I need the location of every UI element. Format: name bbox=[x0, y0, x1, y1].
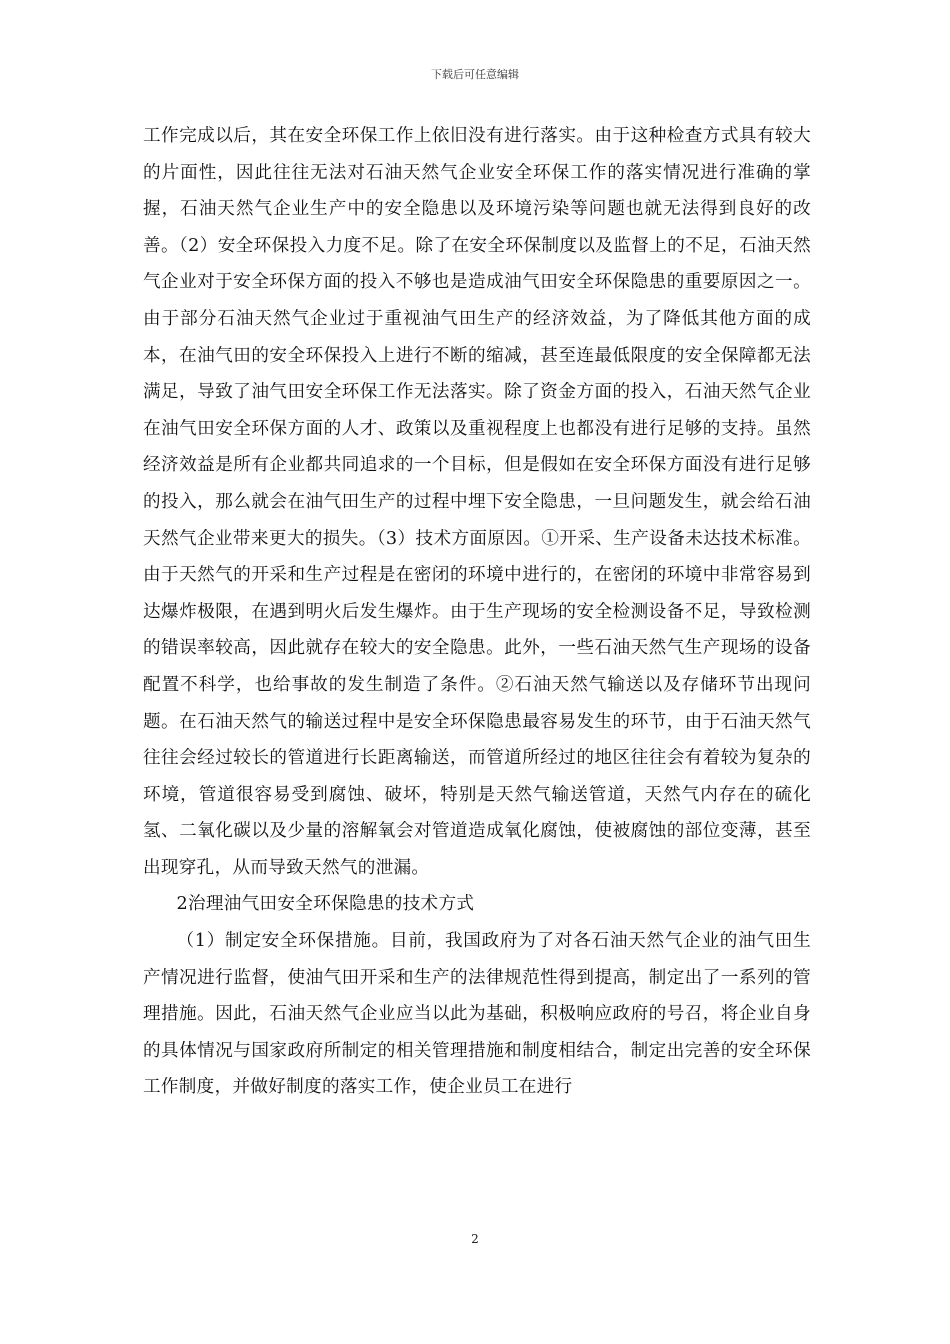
paragraph-continuation: 工作完成以后，其在安全环保工作上依旧没有进行落实。由于这种检查方式具有较大的片面性，因此往往无法对石油天然气企业安全环保工作的落实情况进行准确的掌握，石油天然气企业生产中的安全隐患以及环境污染等问题也就无法得到良好的改善。（2）安全环保投入力度不足。除了在安全环保制度以及监督上的不足，石油天然气企业对于安全环保方面的投入不够也是造成油气田安全环保隐患的重要原因之一。由于部分石油天然气企业过于重视油气田生产的经济效益，为了降低其他方面的成本，在油气田的安全环保投入上进行不断的缩减，甚至连最低限度的安全保障都无法满足，导致了油气田安全环保工作无法落实。除了资金方面的投入，石油天然气企业在油气田安全环保方面的人才、政策以及重视程度上也都没有进行足够的支持。虽然经济效益是所有企业都共同追求的一个目标，但是假如在安全环保方面没有进行足够的投入，那么就会在油气田生产的过程中埋下安全隐患，一旦问题发生，就会给石油天然气企业带来更大的损失。（3）技术方面原因。①开采、生产设备未达技术标准。由于天然气的开采和生产过程是在密闭的环境中进行的，在密闭的环境中非常容易到达爆炸极限，在遇到明火后发生爆炸。由于生产现场的安全检测设备不足，导致检测的错误率较高，因此就存在较大的安全隐患。此外，一些石油天然气生产现场的设备配置不科学，也给事故的发生制造了条件。②石油天然气输送以及存储环节出现问题。在石油天然气的输送过程中是安全环保隐患最容易发生的环节，由于石油天然气往往会经过较长的管道进行长距离输送，而管道所经过的地区往往会有着较为复杂的环境，管道很容易受到腐蚀、破坏，特别是天然气输送管道，天然气内存在的硫化氢、二氧化碳以及少量的溶解氧会对管道造成氧化腐蚀，使被腐蚀的部位变薄，甚至出现穿孔，从而导致天然气的泄漏。 bbox=[143, 126, 811, 878]
document-body bbox=[143, 118, 811, 1106]
page-number: 2 bbox=[471, 1232, 479, 1246]
paragraph-measures: （1）制定安全环保措施。目前，我国政府为了对各石油天然气企业的油气田生产情况进行监督，使油气田开采和生产的法律规范性得到提高，制定出了一系列的管理措施。因此，石油天然气企业应当以此为基础，积极响应政府的号召，将企业自身的具体情况与国家政府所制定的相关管理措施和制度相结合，制定出完善的安全环保工作制度，并做好制度的落实工作，使企业员工在进行 bbox=[143, 931, 811, 1098]
section-heading: 2治理油气田安全环保隐患的技术方式 bbox=[176, 894, 475, 915]
page-header: 下载后可任意编辑 bbox=[431, 68, 519, 81]
